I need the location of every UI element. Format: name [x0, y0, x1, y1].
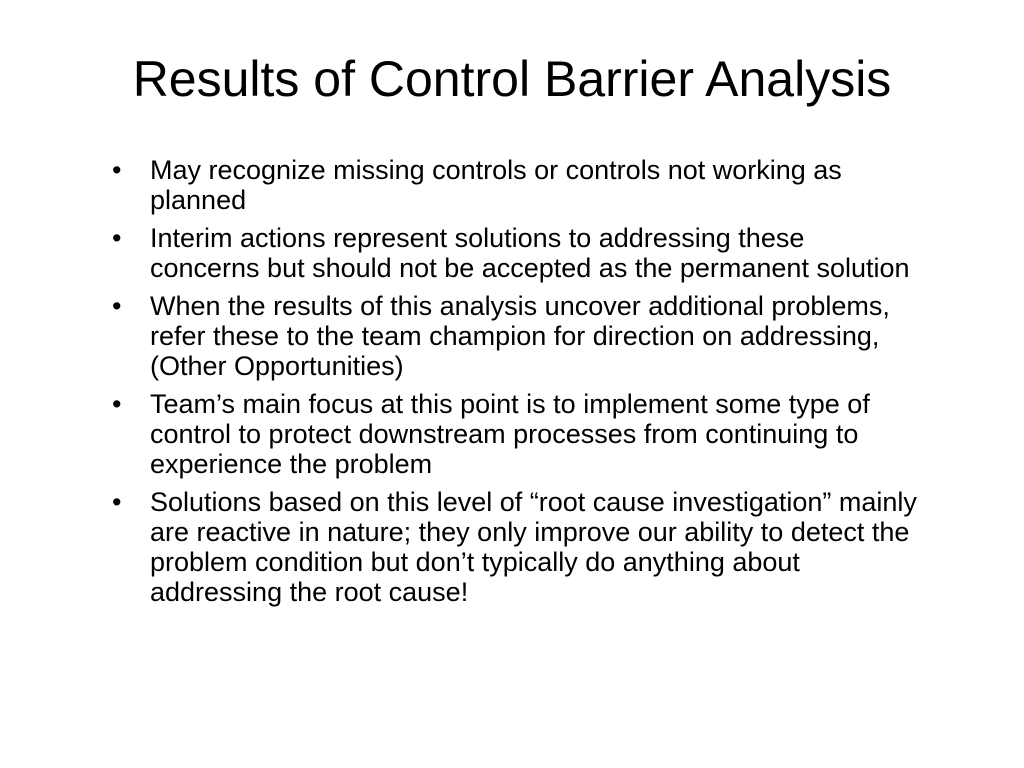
- bullet-marker: •: [112, 389, 122, 419]
- bullet-marker: •: [112, 487, 122, 517]
- bullet-list: [110, 155, 920, 615]
- bullet-item: [110, 155, 920, 215]
- bullet-marker: •: [112, 223, 122, 253]
- bullet-marker: •: [112, 155, 122, 185]
- bullet-item: [110, 291, 920, 381]
- slide-title: Results of Control Barrier Analysis: [132, 51, 892, 107]
- bullet-text: Team’s main focus at this point is to implement some type of control to protect downstream processes from continuing to experience the problem: [150, 389, 870, 479]
- bullet-text: When the results of this analysis uncover additional problems, refer these to the team champion for direction on addressing, (Other Opportunities): [150, 291, 890, 381]
- bullet-item: [110, 487, 920, 607]
- bullet-text: Solutions based on this level of “root cause investigation” mainly are reactive in nature; they only improve our ability to detect the problem condition but don’t typically do anything about addressing the root cause!: [150, 487, 917, 607]
- bullet-item: [110, 223, 920, 283]
- bullet-item: [110, 389, 920, 479]
- bullet-text: May recognize missing controls or controls not working as planned: [150, 155, 842, 215]
- bullet-marker: •: [112, 291, 122, 321]
- bullet-text: Interim actions represent solutions to addressing these concerns but should not be accepted as the permanent solution: [150, 223, 910, 283]
